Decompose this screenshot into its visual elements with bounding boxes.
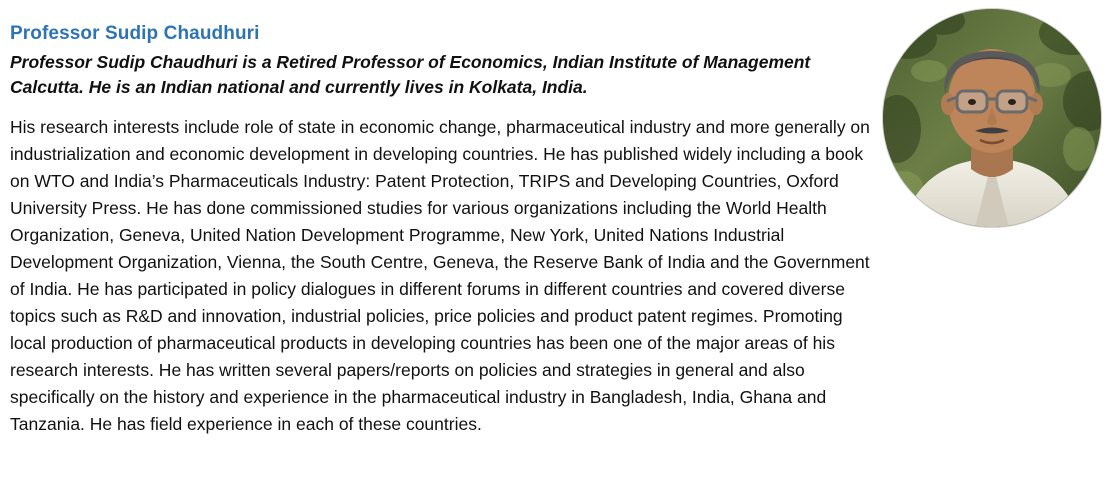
page-title: Professor Sudip Chaudhuri — [10, 23, 260, 44]
bio-subtitle: Professor Sudip Chaudhuri is a Retired Professor of Economics, Indian Institute of Management Calcutta. He is an Indian national and currently lives in Kolkata, India. — [10, 52, 811, 97]
avatar — [882, 8, 1102, 228]
portrait-image — [883, 9, 1101, 227]
bio-text-block — [10, 22, 872, 438]
bio-body-paragraph: His research interests include role of state in economic change, pharmaceutical industry and more generally on industrialization and economic development in developing countries. He has published widely including a book on WTO and India’s Pharmaceuticals Industry: Patent Protection, TRIPS and Developing Countries, Oxford University Press. He has done commissioned studies for various organizations including the World Health Organization, Geneva, United Nation Development Programme, New York, United Nations Industrial Development Organization, Vienna, the South Centre, Geneva, the Reserve Bank of India and the Government of India. He has participated in policy dialogues in different forums in different countries and covered diverse topics such as R&D and innovation, industrial policies, price policies and product patent regimes. Promoting local production of pharmaceutical products in developing countries has been one of the major areas of his research interests. He has written several papers/reports on policies and strategies in general and also specifically on the history and experience in the pharmaceutical industry in Bangladesh, India, Ghana and Tanzania. He has field experience in each of these countries. — [10, 117, 870, 434]
bio-body — [10, 114, 872, 438]
